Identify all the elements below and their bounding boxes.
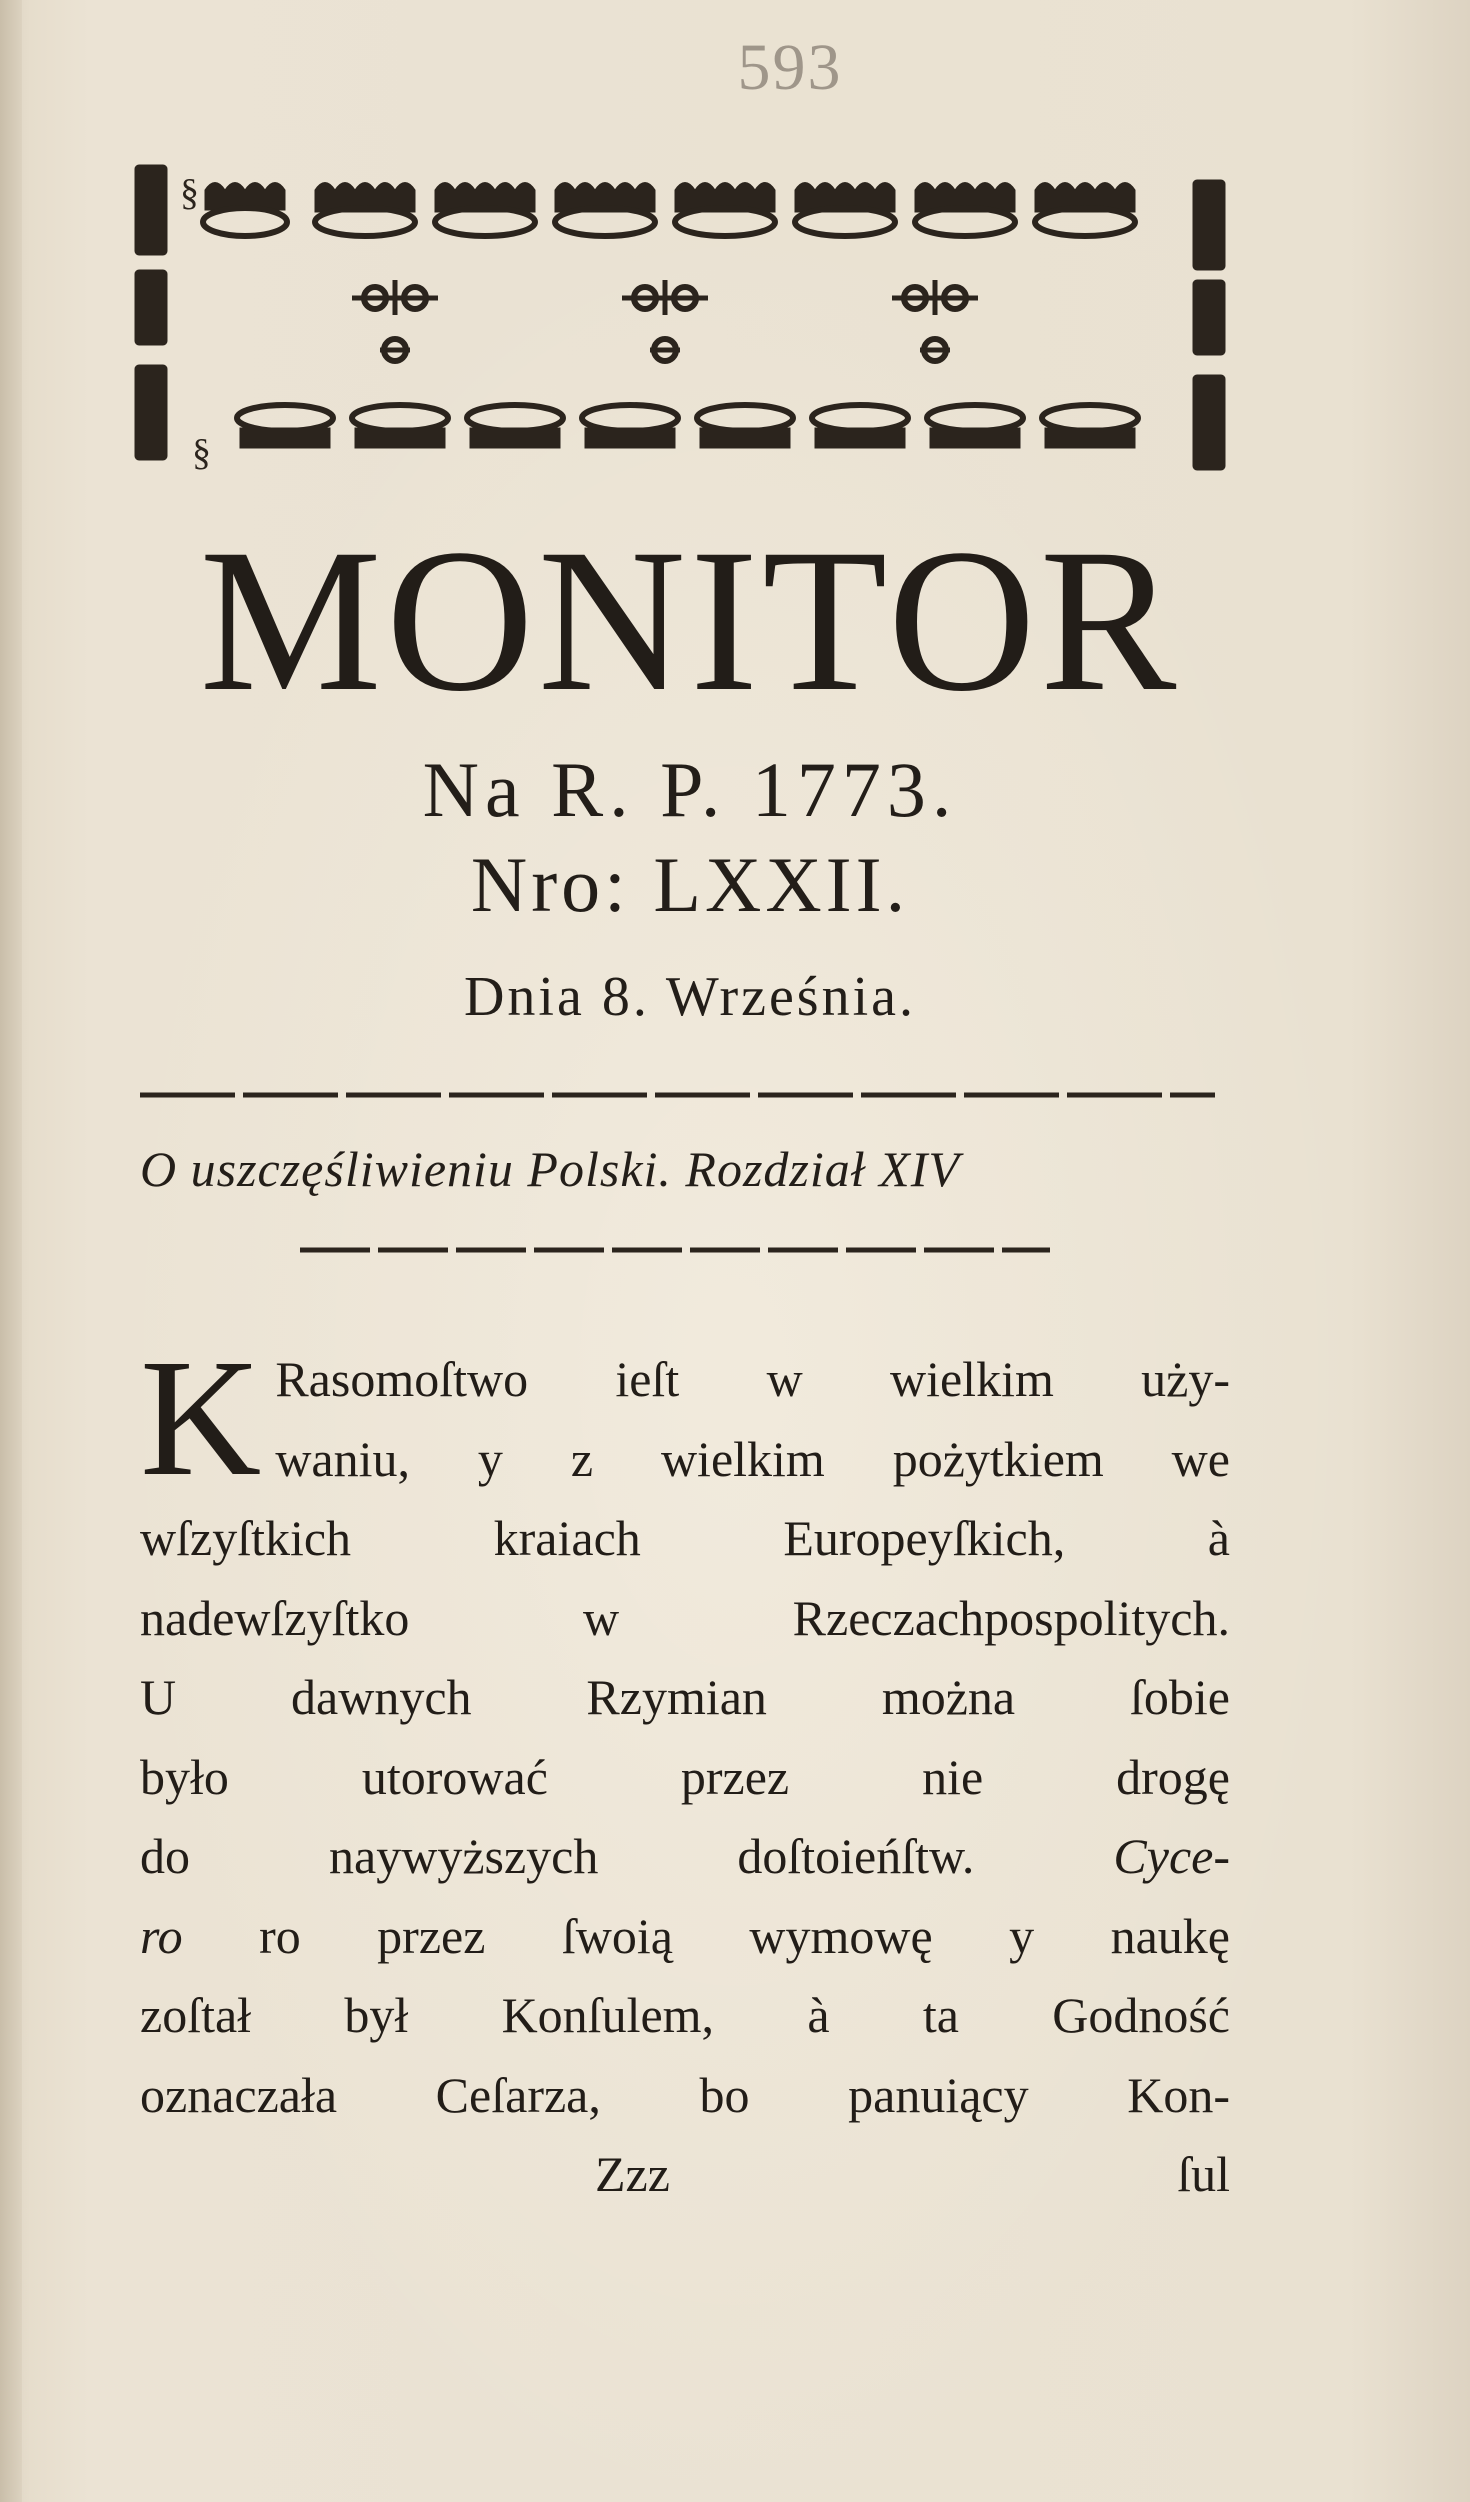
- article-body: [140, 1325, 1231, 2135]
- body-line: zoſtał był Konſulem, à ta Godność: [140, 1987, 1230, 2043]
- masthead-title: MONITOR: [199, 507, 1181, 734]
- catchword: ſul: [1177, 2146, 1230, 2202]
- section-heading: O uszczęśliwieniu Polski. Rozdział XIV: [140, 1141, 960, 1197]
- page-binding-edge: [0, 0, 22, 2502]
- body-line: oznaczała Ceſarza, bo panuiący Kon-: [140, 2066, 1230, 2123]
- body-line-text: do naywyższych doſtoieńſtw.: [140, 1828, 975, 1884]
- issue-number-line: Nro: LXXII.: [470, 841, 910, 928]
- page-number: 593: [737, 31, 843, 104]
- body-line-with-name: [140, 1897, 1230, 1977]
- svg-text:§: §: [180, 172, 199, 214]
- body-line: waniu, y z wielkim pożytkiem we: [275, 1430, 1230, 1487]
- body-line: U dawnych Rzymian można ſobie: [140, 1669, 1230, 1725]
- body-line: nadewſzyſtko w Rzeczachpospolitych.: [140, 1589, 1230, 1646]
- body-line: wſzyſtkich kraiach Europeyſkich, à: [140, 1510, 1230, 1566]
- italic-name-part: ro: [140, 1907, 183, 1964]
- svg-text:§: §: [192, 432, 211, 474]
- body-line: Rasomoſtwo ieſt w wielkim uży-: [275, 1351, 1230, 1407]
- top-divider-rule: [140, 1090, 1215, 1100]
- heading-divider-rule: [300, 1245, 1050, 1257]
- signature-mark: Zzz: [595, 2146, 670, 2202]
- body-line: było utorować przez nie drogę: [140, 1748, 1230, 1805]
- page-footer: [140, 2145, 1230, 2225]
- crown-border-ornament-icon: [130, 150, 1230, 480]
- drop-cap: K: [140, 1325, 262, 1511]
- italic-name-part: Cyce-: [1113, 1828, 1230, 1884]
- issue-date-line: Dnia 8. Września.: [463, 966, 917, 1028]
- body-line-text: ro przez ſwoią wymowę y naukę: [259, 1907, 1231, 1964]
- issue-year-line: Na R. P. 1773.: [422, 746, 958, 833]
- body-line-with-name: [140, 1817, 1230, 1897]
